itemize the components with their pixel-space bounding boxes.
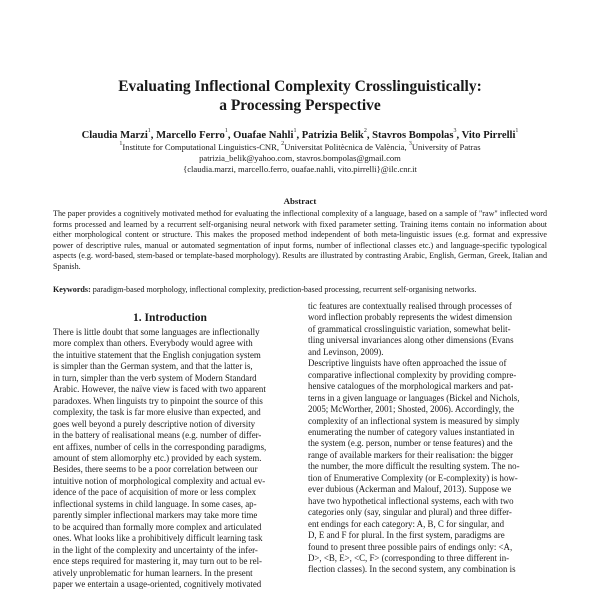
text-line: complexity, the task is far more elusive than expected, and xyxy=(53,407,261,418)
abstract-text: The paper provides a cognitively motivated method for evaluating the inflectional complexity of a language, based on a sample of "raw" inflected word forms processed and learned by a recurrent self-organising neural network with fixed parameter setting. Training items contain no information about either morphological content or structure. This makes the proposed method independent of both meta-linguistic issues (e.g. format and expressive power of descriptive rules, manual or automated segmentation of input forms, number of inflectional classes etc.) and language-specific typological aspects (e.g. word-based, stem-based or template-based morphology). Results are illustrated by contrasting Arabic, English, German, Greek, Italian and Spanish. xyxy=(53,209,547,271)
text-line: Arabic. However, the naïve view is faced with two apparent xyxy=(53,384,266,395)
text-line: tling universal invariances along other dimensions (Evans xyxy=(308,335,514,346)
text-line: atively unproblematic for human learners. In the present xyxy=(53,567,253,578)
left-column xyxy=(53,327,287,590)
text-line: D, E and F for plural. In the first system, paradigms are xyxy=(308,530,505,541)
text-line: D>, <B, E>, <C, F> (corresponding to three different in- xyxy=(308,552,510,563)
text-line: tic features are contextually realised through processes of xyxy=(308,301,512,311)
text-line: comparative inflectional complexity by providing compre- xyxy=(308,369,517,380)
text-line: to be acquired than formally more complex and articulated xyxy=(53,521,262,532)
email-line: {claudia.marzi, marcello.ferro, ouafae.nahli, vito.pirrelli}@ilc.cnr.it xyxy=(183,164,417,174)
author: Stavros Bompolas xyxy=(372,130,454,141)
text-line: amount of stem allomorphy etc.) provided by each system. xyxy=(53,452,262,463)
text-line: in the battery of realisational means (e.g. number of differ- xyxy=(53,430,262,441)
title-line-2: a Processing Perspective xyxy=(219,97,381,114)
text-line: word inflection probably represents the widest dimension xyxy=(308,312,513,323)
text-line: ent endings for each category: A, B, C for singular, and xyxy=(308,518,505,529)
text-line: Besides, there seems to be a poor correlation between our xyxy=(53,464,258,475)
section-heading-introduction: 1. Introduction xyxy=(133,312,207,324)
text-line: ever dubious (Ackerman and Malouf, 2013). Suppose we xyxy=(308,484,512,495)
text-line: ence steps required for mastering it, may turn out to be rel- xyxy=(53,556,262,567)
text-line: and Levinson, 2009). xyxy=(308,346,384,357)
text-line: in the light of the complexity and uncertainty of the infer- xyxy=(53,544,258,555)
text-line: in turn, simpler than the verb system of Modern Standard xyxy=(53,372,257,383)
keywords-label: Keywords: xyxy=(53,285,91,294)
text-line: ent affixes, number of cells in the corresponding paradigms, xyxy=(53,441,267,452)
text-line: found to present three possible pairs of endings only: <A, xyxy=(308,541,513,552)
text-line: the intuitive statement that the English conjugation system xyxy=(53,349,261,360)
author: Vito Pirrelli xyxy=(461,130,516,141)
text-line: categories only (say, singular and plural) and three differ- xyxy=(308,507,512,518)
text-line: tion of Enumerative Complexity (or E-complexity) is how- xyxy=(308,472,518,483)
email-line: patrizia_belik@yahoo.com, stavros.bompolas@gmail.com xyxy=(199,153,401,163)
text-line: is simpler than the German system, and that the latter is, xyxy=(53,361,253,372)
text-line: ones. What looks like a prohibitively difficult learning task xyxy=(53,533,263,544)
title-line-1: Evaluating Inflectional Complexity Crosslinguistically: xyxy=(118,78,482,95)
author-list: Claudia Marzi$^1$, Marcello Ferro$^1$, Ouafae Nahli$^1$, Patrizia Belik$^2$, Stavros Bompolas$^3$, Vito Pirrelli$^1$ xyxy=(81,128,519,141)
institution: Institute for Computational Linguistics-CNR, xyxy=(122,142,282,152)
text-line: paper we entertain a usage-oriented, cognitively motivated xyxy=(53,578,262,589)
text-line: Descriptive linguists have often approached the issue of xyxy=(308,358,507,369)
author: Claudia Marzi xyxy=(81,130,148,141)
author-affiliation-mark: 1 xyxy=(293,128,297,134)
right-column xyxy=(308,301,547,576)
author: Marcello Ferro xyxy=(156,130,225,141)
affiliation-mark: 1 xyxy=(119,141,123,147)
text-line: have two hypothetical inflectional systems, each with two xyxy=(308,495,514,506)
text-line: flection classes). In the second system, any combination is xyxy=(308,564,516,575)
text-line: There is little doubt that some languages are inflectionally xyxy=(53,327,260,337)
author-affiliation-mark: 2 xyxy=(363,128,367,134)
text-line: parently simpler inflectional markers may take more time xyxy=(53,510,258,521)
keywords-text: paradigm-based morphology, inflectional complexity, prediction-based processing, recurrent self-organising networks. xyxy=(92,285,477,294)
text-line: enumerating the number of category values instantiated in xyxy=(308,426,515,437)
paper-title xyxy=(0,77,600,115)
abstract-heading: Abstract xyxy=(283,196,317,206)
author: Ouafae Nahli xyxy=(233,130,294,141)
text-line: hensive catalogues of the morphological markers and pat- xyxy=(308,381,514,392)
author-affiliation-mark: 1 xyxy=(515,128,519,134)
text-line: intuitive notion of morphological complexity and actual ev- xyxy=(53,475,266,486)
affiliation-mark: 2 xyxy=(281,141,285,147)
text-line: 2005; McWorther, 2001; Shosted, 2006). Accordingly, the xyxy=(308,404,514,415)
institution: Universitat Politècnica de València, xyxy=(284,142,409,152)
text-line: range of available markers for their realisation: the bigger xyxy=(308,449,514,460)
author-affiliation-mark: 1 xyxy=(224,128,228,134)
text-line: more complex than others. Everybody would agree with xyxy=(53,338,253,349)
text-line: the system (e.g. person, number or tense features) and the xyxy=(308,438,513,449)
text-line: the number, the more difficult the resulting system. The no- xyxy=(308,461,520,472)
text-line: paradoxes. When linguists try to pinpoint the source of this xyxy=(53,395,263,406)
text-line: goes well beyond a purely descriptive notion of diversity xyxy=(53,418,256,429)
author-affiliation-mark: 3 xyxy=(453,128,457,134)
affiliations xyxy=(0,142,600,175)
text-line: terns in a given language or languages (Bickel and Nichols, xyxy=(308,392,520,403)
text-line: idence of the pace of acquisition of more or less complex xyxy=(53,487,257,498)
text-line: inflectional systems in child language. In some cases, ap- xyxy=(53,498,257,509)
text-line: of grammatical crosslinguistic variation, somewhat belit- xyxy=(308,323,511,334)
institutions xyxy=(0,142,600,153)
institution: University of Patras xyxy=(411,142,481,152)
affiliation-mark: 3 xyxy=(408,141,412,147)
keywords xyxy=(53,285,547,296)
author-affiliation-mark: 1 xyxy=(147,128,151,134)
author: Patrizia Belik xyxy=(301,130,364,141)
text-line: complexity of an inflectional system is measured by simply xyxy=(308,415,520,426)
